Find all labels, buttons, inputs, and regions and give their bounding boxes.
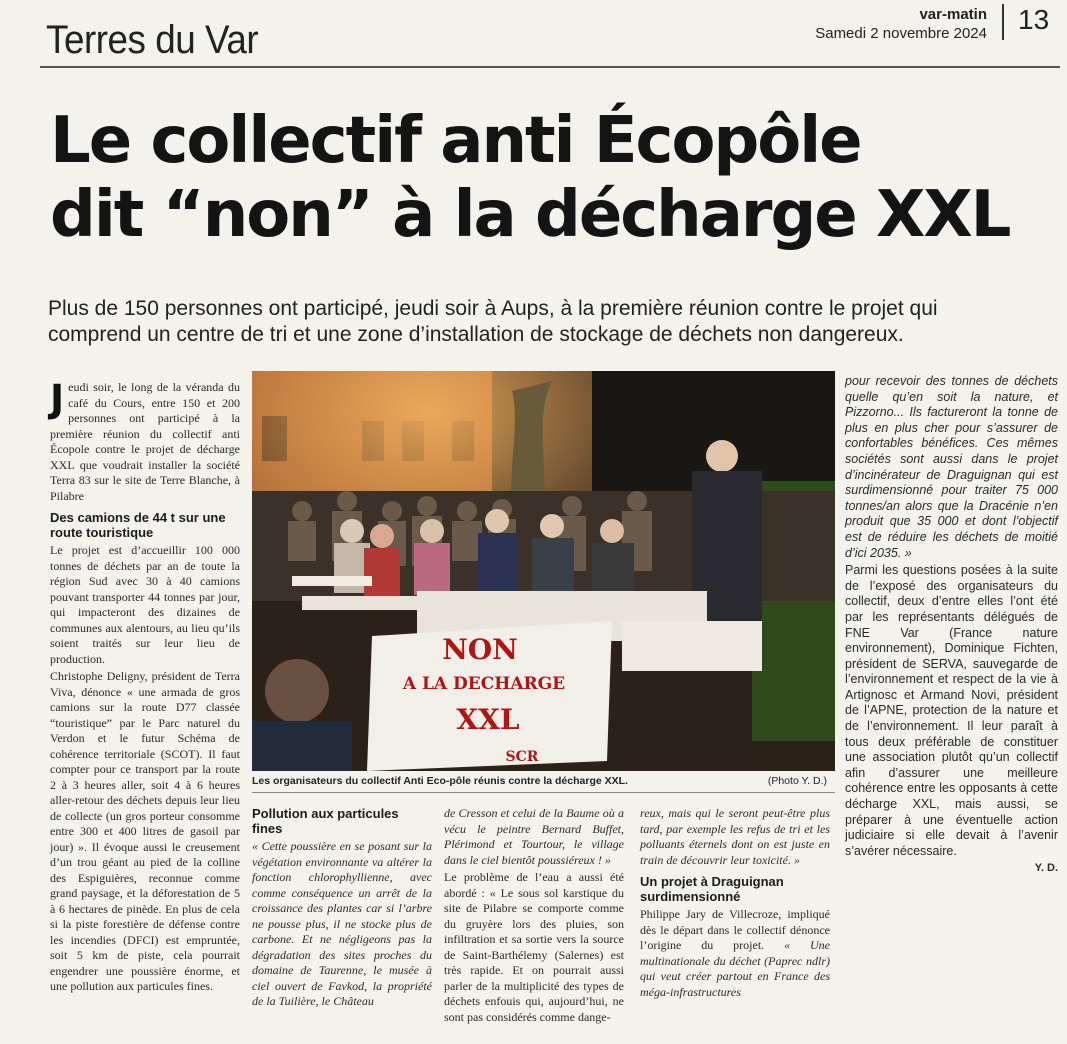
article-photo xyxy=(252,371,835,771)
subhead-pollution: Pollution aux particules fines xyxy=(252,806,399,836)
standfirst-line-1: Plus de 150 personnes ont participé, jeudi soir à Aups, à la première réunion contre le projet qui xyxy=(48,297,938,320)
paragraph: « Cette poussière en se posant sur la végétation environnante va altérer la fonction chlorophyllienne, avec comme conséquence un arrêt de la croissance des plantes car si l’arbre ne pousse plus, il ne stocke plus de carbone. Et ne négligeons pas la dégradation des sites proches du domaine de Taurenne, le musée à ciel ouvert de Favkod, la propriété de la Tuilière, le Château xyxy=(252,839,432,1008)
publication-date: Samedi 2 novembre 2024 xyxy=(815,25,987,42)
header-rule xyxy=(40,66,1060,68)
paragraph-quote: « Une multinationale du déchet (Paprec ndlr) qui veut créer partout en France des méga-infrastructures xyxy=(640,938,830,999)
paragraph xyxy=(640,907,830,1000)
paragraph: Parmi les questions posées à la suite de l’exposé des organisateurs du collectif, deux d’entre elles l’ont été par les représentants délégués de FNE Var (France nature environnement), Dominique Fichten, président de SERVA, sauvegarde de l’environnement et respect de la vie à Artignosc et Armand Novi, président de l’APNE, protection de la nature et de l’environnement. Il leur paraît à tous deux préférable de constituer une association plutôt qu’un collectif afin d’assurer une meilleure cohérence entre les opposants à cette décharge XXL, mais aussi, se préparer à une éventuelle action judiciaire si elle devait à l’avenir s’avérer nécessaire. xyxy=(845,563,1058,858)
photo-credit: (Photo Y. D.) xyxy=(767,775,827,787)
banner-text-1: NON xyxy=(442,633,518,666)
caption-rule xyxy=(252,792,835,793)
paragraph: reux, mais qui le seront peut-être plus tard, par exemple les refus de tri et les polluants éternels dont on est juste en train de découvrir leur toxicité. » xyxy=(640,806,830,867)
article-column-5 xyxy=(845,374,1058,877)
paragraph: de Cresson et celui de la Baume où a vécu le peintre Bernard Buffet, Plérimond et Tourtour, le village dans le ciel bientôt poussiéreux ! » xyxy=(444,806,624,867)
caption-text: Les organisateurs du collectif Anti Eco-pôle réunis contre la décharge XXL. xyxy=(252,775,628,787)
headline-line-1: Le collectif anti Écopôle xyxy=(50,104,861,178)
paragraph-plain: Philippe Jary de Villecroze, impliqué dès le départ dans le collectif dénonce l’origine du projet. xyxy=(640,907,830,952)
subhead-draguignan: Un projet à Draguignan surdimensionné xyxy=(640,874,784,904)
section-title: Terres du Var xyxy=(46,18,259,62)
paragraph: Le problème de l’eau a aussi été abordé : « Le sous sol karstique du site de Pilabre se comporte comme du gruyère lors des pluies, son infiltration et sa sortie vers la source de Saint-Barthélemy (Salernes) est très rapide. Et on pourrait aussi parler de la multiplicité des types de déchets enfouis qui, aujourd’hui, ne sont pas considérés comme dange- xyxy=(444,870,624,1024)
standfirst xyxy=(48,296,1058,348)
subhead-camions: Des camions de 44 t sur une route touristique xyxy=(50,510,226,540)
paragraph: pour recevoir des tonnes de déchets quelle qu’en soit la nature, et Pizzorno... Ils factureront la tonne de plus en plus cher pour s’assurer de confortables bénéfices. Ces mêmes sociétés sont aussi dans le projet d’incinérateur de Draguignan qui est surdimensionné pour traiter 75 000 tonnes/an alors que la Dracénie n’en produit que 35 000 et dont l’objectif est de réduire les déchets de moitié d’ici 2035. » xyxy=(845,374,1058,560)
meeting-photo xyxy=(252,371,835,771)
header-divider xyxy=(1002,4,1004,40)
drop-cap: J xyxy=(50,377,65,421)
masthead xyxy=(815,6,987,42)
author-signature: Y. D. xyxy=(1034,862,1058,875)
page-number: 13 xyxy=(1018,4,1050,35)
article-intro: eudi soir, le long de la véranda du café du Cours, entre 150 et 200 personnes ont participé à la première réunion du collectif anti Écopole contre le projet de décharge XXL que voudrait installer la société Terra 83 sur le site de Terre Blanche, à Pilabre xyxy=(50,380,240,503)
photo-caption xyxy=(252,775,835,787)
article-column-1 xyxy=(50,377,240,997)
paper-name: var-matin xyxy=(919,6,987,23)
standfirst-line-2: comprend un centre de tri et une zone d’installation de stockage de déchets non dangereux. xyxy=(48,323,904,346)
headline xyxy=(50,104,1060,252)
article-column-3 xyxy=(444,806,624,1027)
article-column-4 xyxy=(640,806,830,1002)
banner-text-3: XXL xyxy=(456,703,520,736)
banner-text-2: A LA DECHARGE xyxy=(402,674,566,694)
paragraph: Le projet est d’accueillir 100 000 tonnes de déchets par an de toute la région Sud avec 30 à 40 camions pouvant transporter 44 tonnes par jour, qui impacteront des dizaines de communes aux alentours, au lieu qu’ils soient traités sur leur lieu de production. xyxy=(50,543,240,666)
headline-line-2: dit “non” à la décharge XXL xyxy=(50,178,1010,252)
foreground-head xyxy=(265,659,329,723)
banner-text-4: SCR xyxy=(505,749,539,765)
paragraph: Christophe Deligny, président de Terra Viva, dénonce « une armada de gros camions sur la route D77 classée “touristique” par le Parc naturel du Verdon et le futur Schéma de cohérence territoriale (SCOT). Il faut compter pour ce transport par la route 2 à 3 heures aller, soit 4 à 6 heures aller-retour des déchets depuis leur lieu de collecte (un gros porteur consomme entre 300 et 400 litres de gasoil par jour) ». Il évoque aussi le creusement d’un trou géant au pied de la colline des Espiguières, reconnue comme grand paysage, et la déforestation de 5 à 6 hectares de pinède. En plus de cela si la piste forestière de défense contre les incendies (DFCI) est empruntée, soit 5 km de piste, cela pourrait engendrer une poussière énorme, et une pollution aux particules fines. xyxy=(50,669,240,993)
article-column-2 xyxy=(252,806,432,1012)
